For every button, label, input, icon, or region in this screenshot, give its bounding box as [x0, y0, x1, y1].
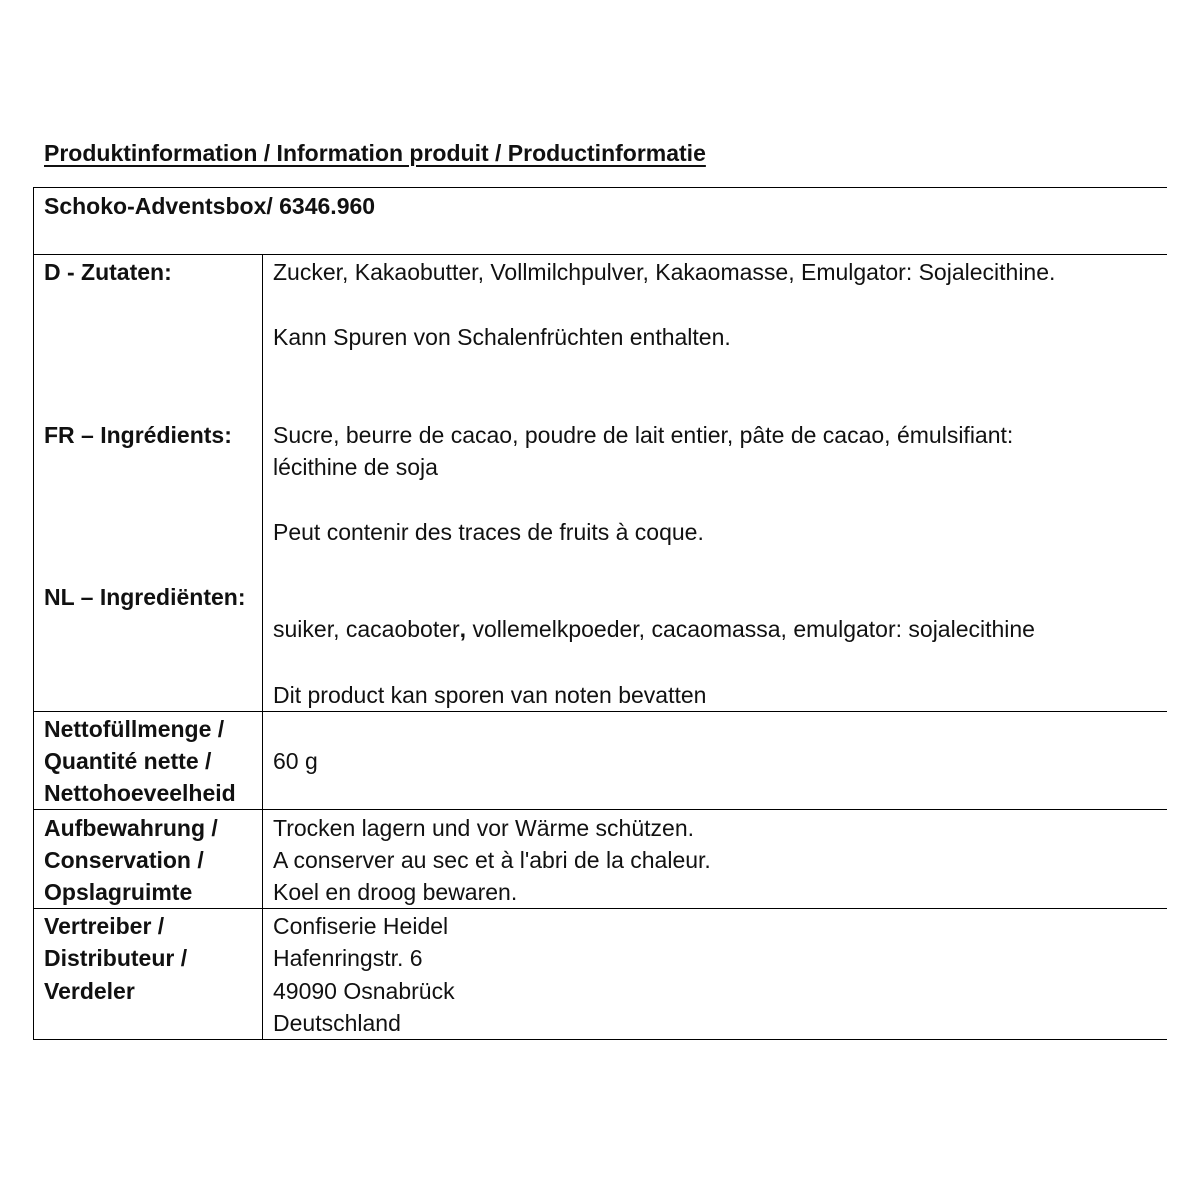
page-heading: Produktinformation / Information produit / Productinformatie: [44, 140, 706, 166]
table-left-border: [33, 187, 34, 1040]
storage-row-bottom-border: [33, 908, 1167, 909]
storage-text-de: Trocken lagern und vor Wärme schützen.: [273, 815, 694, 841]
column-divider: [262, 254, 263, 1040]
ingredients-row-bottom-border: [33, 711, 1167, 712]
distributor-label-nl: Verdeler: [44, 978, 135, 1004]
nl-ingredients-label: NL – Ingrediënten:: [44, 584, 246, 610]
fr-trace-text: Peut contenir des traces de fruits à coque.: [273, 519, 704, 545]
distributor-city: 49090 Osnabrück: [273, 978, 455, 1004]
storage-label-nl: Opslagruimte: [44, 879, 193, 905]
fr-ingredients-label: FR – Ingrédients:: [44, 422, 232, 448]
nl-ingredients-bold-comma: ,: [459, 616, 467, 642]
distributor-label-de: Vertreiber /: [44, 913, 165, 939]
de-trace-text: Kann Spuren von Schalenfrüchten enthalten.: [273, 324, 731, 350]
de-ingredients-text: Zucker, Kakaobutter, Vollmilchpulver, Kakaomasse, Emulgator: Sojalecithine.: [273, 259, 1056, 285]
nl-trace-text: Dit product kan sporen van noten bevatten: [273, 682, 707, 708]
distributor-country: Deutschland: [273, 1010, 401, 1036]
title-row-bottom-border: [33, 254, 1167, 255]
nl-ingredients-text: [273, 613, 1035, 645]
storage-label-fr: Conservation /: [44, 847, 204, 873]
fr-ingredients-text-line1: Sucre, beurre de cacao, poudre de lait entier, pâte de cacao, émulsifiant:: [273, 422, 1014, 448]
nl-ingredients-text-part2: vollemelkpoeder, cacaomassa, emulgator: sojalecithine: [466, 616, 1035, 642]
product-title: Schoko-Adventsbox/ 6346.960: [44, 193, 376, 219]
nl-ingredients-text-part1: suiker, cacaoboter: [273, 616, 460, 642]
storage-text-fr: A conserver au sec et à l'abri de la chaleur.: [273, 847, 711, 873]
distributor-label-fr: Distributeur /: [44, 945, 188, 971]
table-top-border: [33, 187, 1167, 188]
storage-label-de: Aufbewahrung /: [44, 815, 218, 841]
net-quantity-value: 60 g: [273, 748, 318, 774]
de-ingredients-label: D - Zutaten:: [44, 259, 172, 285]
net-quantity-label-de: Nettofüllmenge /: [44, 716, 225, 742]
distributor-street: Hafenringstr. 6: [273, 945, 423, 971]
net-quantity-label-nl: Nettohoeveelheid: [44, 780, 236, 806]
distributor-name: Confiserie Heidel: [273, 913, 449, 939]
storage-text-nl: Koel en droog bewaren.: [273, 879, 518, 905]
net-quantity-row-bottom-border: [33, 809, 1167, 810]
table-bottom-border: [33, 1039, 1167, 1040]
fr-ingredients-text-line2: lécithine de soja: [273, 454, 438, 480]
net-quantity-label-fr: Quantité nette /: [44, 748, 212, 774]
